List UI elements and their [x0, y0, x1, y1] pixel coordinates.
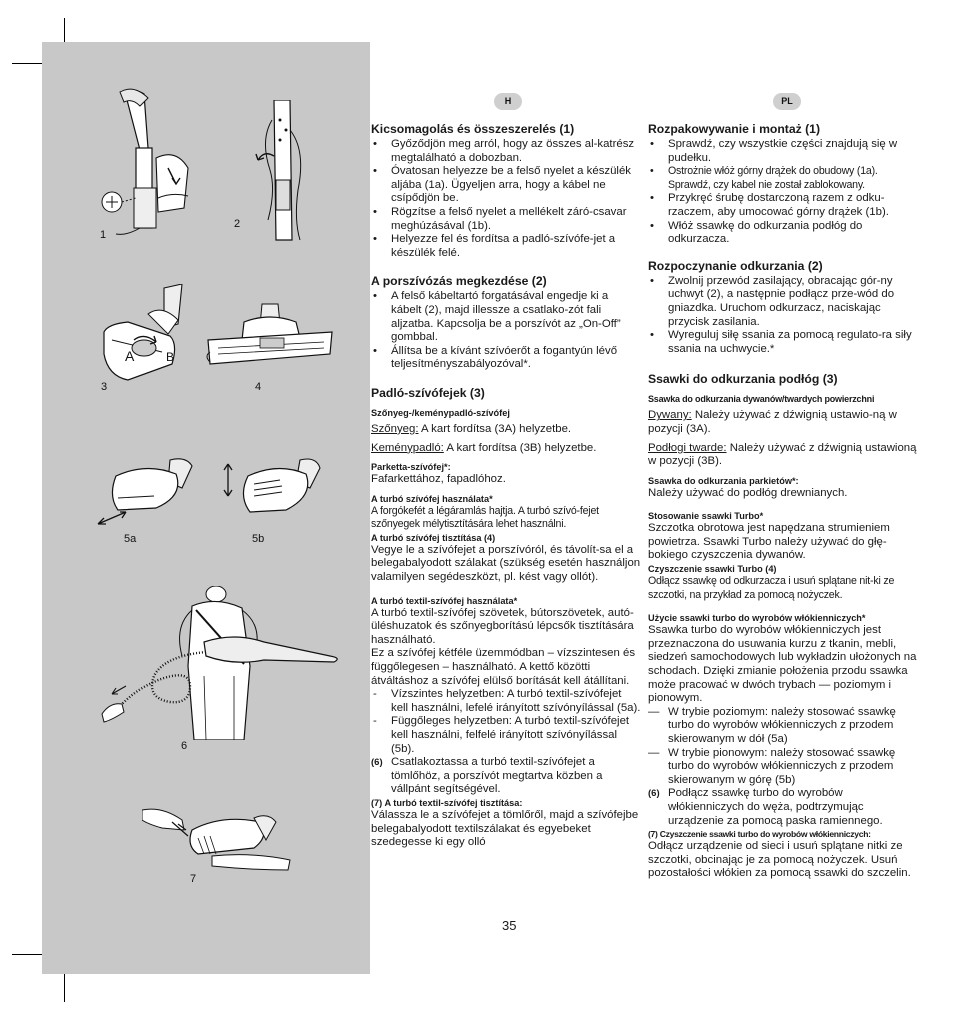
subsection-title: (7) A turbó textil-szívófej tisztítása: — [371, 797, 523, 808]
subsection-title: Czyszczenie ssawki Turbo (4) — [648, 564, 777, 575]
list-item: • Állítsa be a kívánt szívóerőt a fogantyún lévő teljesítményszabályozóval*. — [371, 345, 641, 372]
list-item: • Rögzítse a felső nyelet a mellékelt záró-csavar meghúzásával (1b). — [371, 206, 641, 233]
list-item: • Ostrożnie włóż górny drążek do obudowy (1a). Sprawdź, czy kabel nie został zablokowany. — [648, 165, 920, 192]
paragraph: Dywany: Należy używać z dźwignią ustawio-ną w pozycji (3A). — [648, 409, 897, 435]
figure-label: 6 — [181, 740, 188, 752]
figure-label: 7 — [190, 873, 197, 885]
page-number: 35 — [502, 918, 517, 933]
list-item: (6) Csatlakoztassa a turbó textil-szívófejet a tömlőhöz, a porszívót megtartva közben a vállpánt segítségével. — [371, 756, 603, 796]
cleaning-turbo-nozzle-illustration — [142, 800, 292, 872]
list-item: • Helyezze fel és fordítsa a padló-szívófe-jet a készülék felé. — [371, 233, 641, 260]
figure-label: 1 — [100, 229, 107, 241]
cable-hook-illustration — [250, 100, 312, 248]
list-item: — W trybie poziomym: należy stosować ssawkę turbo do wyrobów włókienniczych z przodem skierowanym w dół (5a) — [648, 706, 920, 747]
figure-marker-a: A — [125, 348, 135, 364]
list-item: • Wyreguluj siłę ssania za pomocą regulato-ra siły ssania na uchwycie.* — [648, 329, 920, 356]
polish-column — [648, 122, 920, 881]
paragraph: Fafarkettához, fapadlóhoz. — [371, 473, 506, 486]
language-badge-hu: H — [494, 93, 522, 110]
list-item: • Włóż ssawkę do odkurzania podłóg do odkurzacza. — [648, 220, 920, 247]
turbo-textile-vertical-illustration — [220, 456, 330, 528]
paragraph: A turbó textil-szívófej szövetek, bútorszövetek, autó-üléshuzatok és szőnyegborítású lépcsők tisztítására használható. — [371, 606, 634, 646]
hungarian-column — [371, 122, 641, 850]
paragraph: Szőnyeg: A kart fordítsa (3A) helyzetbe. — [371, 422, 572, 435]
list-item: • A felső kábeltartó forgatásával engedje ki a kábelt (2), majd illessze a csatlako-zót fali aljzatba. Kapcsolja be a porszívót az „On-Off” gombbal. — [371, 290, 641, 344]
list-item: • Przykręć śrubę dostarczoną razem z odku-rzaczem, aby umocować górny drążek (1b). — [648, 192, 920, 219]
vacuum-assembly-illustration — [96, 88, 206, 238]
section-title: Rozpakowywanie i montaż (1) — [648, 122, 821, 136]
list-item: - Függőleges helyzetben: A turbó textil-szívófejet kell használni, felfelé irányított szívónyílással (5b). — [371, 715, 641, 756]
figure-marker-b: B — [166, 350, 175, 364]
list-item: (6) Podłącz ssawkę turbo do wyrobów włókienniczych do węża, podtrzymując urządzenie za pomocą paska ramiennego. — [648, 787, 883, 827]
list-item: — W trybie pionowym: należy stosować ssawkę turbo do wyrobów włókienniczych z przodem skierowanym w górę (5b) — [648, 747, 920, 788]
section-title: Ssawki do odkurzania podłóg (3) — [648, 372, 838, 387]
paragraph: Należy używać do podłóg drewnianych. — [648, 486, 848, 499]
section-title: Rozpoczynanie odkurzania (2) — [648, 258, 823, 273]
paragraph: Odłącz urządzenie od sieci i usuń splątane nitki ze szczotki, obcinając je za pomocą nożyczek. Usuń pozostałości włókien za pomocą ssawki do szczelin. — [648, 840, 911, 880]
paragraph: Podłogi twarde: Należy używać z dźwignią ustawioną w pozycji (3B). — [648, 441, 917, 468]
subsection-title: A turbó szívófej használata* — [371, 493, 493, 504]
subsection-title: Szőnyeg-/keménypadló-szívófej — [371, 407, 510, 418]
subsection-title: Ssawka do odkurzania parkietów*: — [648, 475, 799, 486]
floor-nozzle-illustration — [204, 302, 336, 374]
mode-list — [371, 688, 641, 797]
paragraph: Keménypadló: A kart fordítsa (3B) helyzetbe. — [371, 441, 597, 454]
section-title: Kicsomagolás és összeszerelés (1) — [371, 122, 575, 136]
section-title: Padló-szívófejek (3) — [371, 385, 485, 400]
subsection-title: A turbó textil-szívófej használata* — [371, 595, 518, 606]
section-title: A porszívózás megkezdése (2) — [371, 274, 547, 289]
unpacking-list — [371, 138, 641, 260]
floor-nozzle-switch-illustration — [98, 284, 198, 384]
figure-label: 4 — [255, 381, 262, 393]
list-item: • Zwolnij przewód zasilający, obracając gór-ny uchwyt (2), a następnie podłącz prze-wód do gniazdka. Uruchom odkurzacz, naciskając przycisk zasilania. — [648, 275, 920, 329]
unpacking-list — [648, 138, 920, 247]
list-item: • Győződjön meg arról, hogy az összes al-katrész megtalálható a dobozban. — [371, 138, 641, 165]
figure-label: 5b — [252, 533, 265, 545]
paragraph: Vegye le a szívófejet a porszívóról, és távolít-sa el a belegabalyodott szálakat (szükség esetén használjon valamilyen segédeszközt, pl. kést vagy ollót). — [371, 543, 641, 584]
paragraph: Ssawka turbo do wyrobów włókienniczych jest przeznaczona do usuwania kurzu z tkanin, mebli, siedzeń samochodowych lub wykładzin ułożonych na schodach. Dzięki zmianie położenia przodu ssawka może pracować w dwóch trybach — poziomym i pionowym. — [648, 624, 917, 705]
paragraph: Ez a szívófej kétféle üzemmódban – vízszintesen és függőlegesen – használható. A kettő közötti átváltáshoz a szívófej elülső borítását kell átállítani. — [371, 647, 636, 687]
language-badge-pl: PL — [773, 93, 801, 110]
paragraph: A forgókefét a légáramlás hajtja. A turbó szívó-fejet szőnyegek mélytisztítására lehet használni. — [371, 504, 599, 531]
paragraph: Válassza le a szívófejet a tömlőről, majd a szívófejbe belegabalyodott textilszálakat és egyebeket szedegesse ki egy olló — [371, 808, 639, 849]
mode-list — [648, 706, 920, 828]
figure-label: 2 — [234, 218, 241, 230]
subsection-title: (7) Czyszczenie ssawki turbo do wyrobów włókienniczych: — [648, 829, 871, 840]
subsection-title: Użycie ssawki turbo do wyrobów włókienniczych* — [648, 613, 866, 624]
list-item: - Vízszintes helyzetben: A turbó textil-szívófejet kell használni, lefelé irányított szívónyílással (5a). — [371, 688, 641, 715]
turbo-textile-horizontal-illustration — [96, 456, 206, 528]
list-item: • Sprawdź, czy wszystkie części znajdują się w pudełku. — [648, 138, 920, 165]
start-list — [648, 275, 920, 357]
subsection-title: Stosowanie ssawki Turbo* — [648, 511, 764, 522]
figure-label: 3 — [101, 381, 108, 393]
start-list — [371, 290, 641, 372]
paragraph: Szczotka obrotowa jest napędzana strumieniem powietrza. Ssawki Turbo należy używać do głę-bokiego czyszczenia dywanów. — [648, 522, 890, 562]
figure-label: 5a — [124, 533, 137, 545]
subsection-title: Ssawka do odkurzania dywanów/twardych powierzchni — [648, 394, 875, 405]
list-item: • Óvatosan helyezze be a felső nyelet a készülék aljába (1a). Ügyeljen arra, hogy a kábel ne csípődjön be. — [371, 165, 641, 206]
subsection-title: Parketta-szívófej*: — [371, 462, 451, 473]
man-with-shoulder-strap-illustration — [94, 586, 346, 740]
paragraph: Odłącz ssawkę od odkurzacza i usuń splątane nit-ki ze szczotki, na przykład za pomocą nożyczek. — [648, 575, 895, 601]
subsection-title: A turbó szívófej tisztítása (4) — [371, 532, 496, 543]
